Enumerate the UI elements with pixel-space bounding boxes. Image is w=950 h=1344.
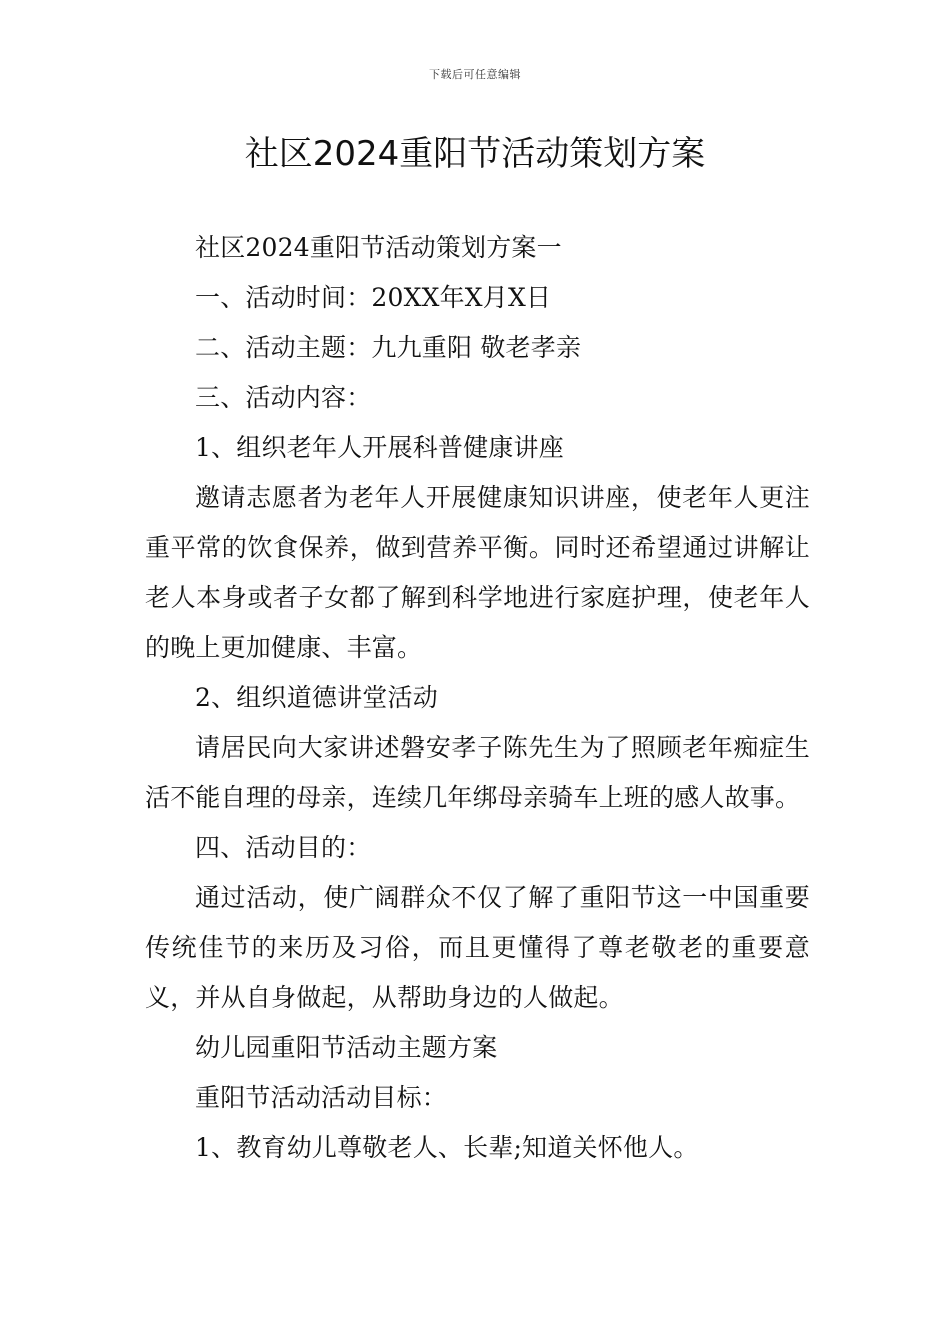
- paragraph: 重阳节活动活动目标：: [195, 1083, 448, 1112]
- paragraph: 幼儿园重阳节活动主题方案: [195, 1033, 498, 1062]
- paragraph: 通过活动，使广阔群众不仅了解了重阳节这一中国重要传统佳节的来历及习俗，而且更懂得了尊老敬老的重要意义，并从自身做起，从帮助身边的人做起。: [145, 883, 810, 1012]
- document-title: 社区2024重阳节活动策划方案: [244, 134, 706, 174]
- paragraph: 1、教育幼儿尊敬老人、长辈;知道关怀他人。: [195, 1133, 699, 1162]
- paragraph: 2、组织道德讲堂活动: [195, 683, 438, 712]
- paragraph: 1、组织老年人开展科普健康讲座: [195, 433, 564, 462]
- paragraph: 邀请志愿者为老年人开展健康知识讲座，使老年人更注重平常的饮食保养，做到营养平衡。同时还希望通过讲解让老人本身或者子女都了解到科学地进行家庭护理，使老年人的晚上更加健康、丰富。: [145, 483, 810, 662]
- paragraph: 请居民向大家讲述磐安孝子陈先生为了照顾老年痴症生活不能自理的母亲，连续几年绑母亲骑车上班的感人故事。: [145, 733, 810, 812]
- paragraph: 社区2024重阳节活动策划方案一: [195, 233, 562, 262]
- paragraph: 二、活动主题：九九重阳 敬老孝亲: [195, 333, 582, 362]
- paragraph: 四、活动目的：: [195, 833, 372, 862]
- paragraph: 一、活动时间：20XX年X月X日: [195, 283, 552, 312]
- header-note: 下载后可任意编辑: [429, 68, 521, 81]
- paragraph: 三、活动内容：: [195, 383, 372, 412]
- document-body: [145, 223, 810, 1173]
